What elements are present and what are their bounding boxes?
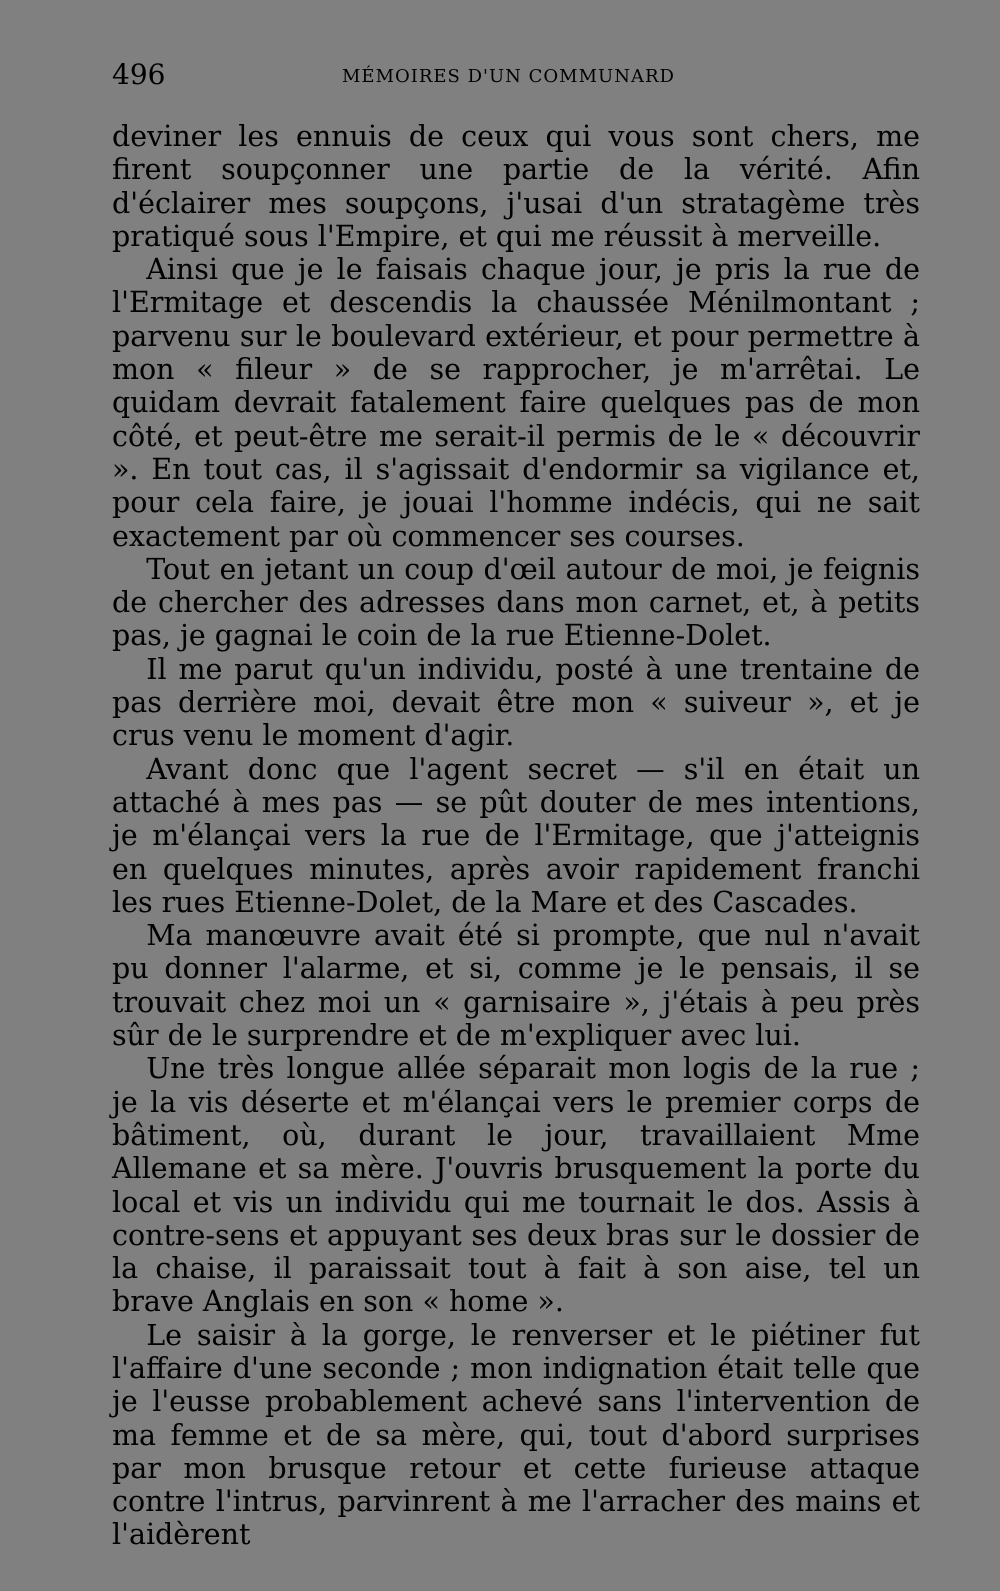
page-number: 496 [112,58,166,91]
running-title: MÉMOIRES D'UN COMMUNARD [342,66,675,87]
paragraph: Avant donc que l'agent secret — s'il en était un attaché à mes pas — se pût douter de mes intentions, je m'élançai vers la rue de l'Ermitage, que j'atteignis en quelques minutes, après avoir rapidement franchi les rues Etienne-Dolet, de la Mare et des Cascades. [112,752,920,919]
paragraph: Ma manœuvre avait été si prompte, que nul n'avait pu donner l'alarme, et si, comme je le pensais, il se trouvait chez moi un « garnisaire », j'étais à peu près sûr de le surprendre et de m'expliquer avec lui. [112,919,920,1053]
page-body [112,120,920,1552]
paragraph: Le saisir à la gorge, le renverser et le piétiner fut l'affaire d'une seconde ; mon indignation était telle que je l'eusse probablement achevé sans l'intervention de ma femme et de sa mère, qui, tout d'abord surprises par mon brusque retour et cette furieuse attaque contre l'intrus, parvinrent à me l'arracher des mains et l'aidèrent [112,1318,920,1552]
paragraph: Une très longue allée séparait mon logis de la rue ; je la vis déserte et m'élançai vers le premier corps de bâtiment, où, durant le jour, travaillaient Mme Allemane et sa mère. J'ouvris brusquement la porte du local et vis un individu qui me tournait le dos. Assis à contre-sens et appuyant ses deux bras sur le dossier de la chaise, il paraissait tout à fait à son aise, tel un brave Anglais en son « home ». [112,1052,920,1319]
paragraph: Il me parut qu'un individu, posté à une trentaine de pas derrière moi, devait être mon « suiveur », et je crus venu le moment d'agir. [112,652,920,753]
paragraph: Tout en jetant un coup d'œil autour de moi, je feignis de chercher des adresses dans mon carnet, et, à petits pas, je gagnai le coin de la rue Etienne-Dolet. [112,552,920,653]
page-header [112,58,912,92]
paragraph: Ainsi que je le faisais chaque jour, je pris la rue de l'Ermitage et descendis la chaussée Ménilmontant ; parvenu sur le boulevard extérieur, et pour permettre à mon « fileur » de se rapprocher, je m'arrêtai. Le quidam devrait fatalement faire quelques pas de mon côté, et peut-être me serait-il permis de le « découvrir ». En tout cas, il s'agissait d'endormir sa vigilance et, pour cela faire, je jouai l'homme indécis, qui ne sait exactement par où commencer ses courses. [112,253,920,553]
paragraph: deviner les ennuis de ceux qui vous sont chers, me firent soupçonner une partie de la vérité. Afin d'éclairer mes soupçons, j'usai d'un stratagème très pratiqué sous l'Empire, et qui me réussit à merveille. [112,120,920,253]
